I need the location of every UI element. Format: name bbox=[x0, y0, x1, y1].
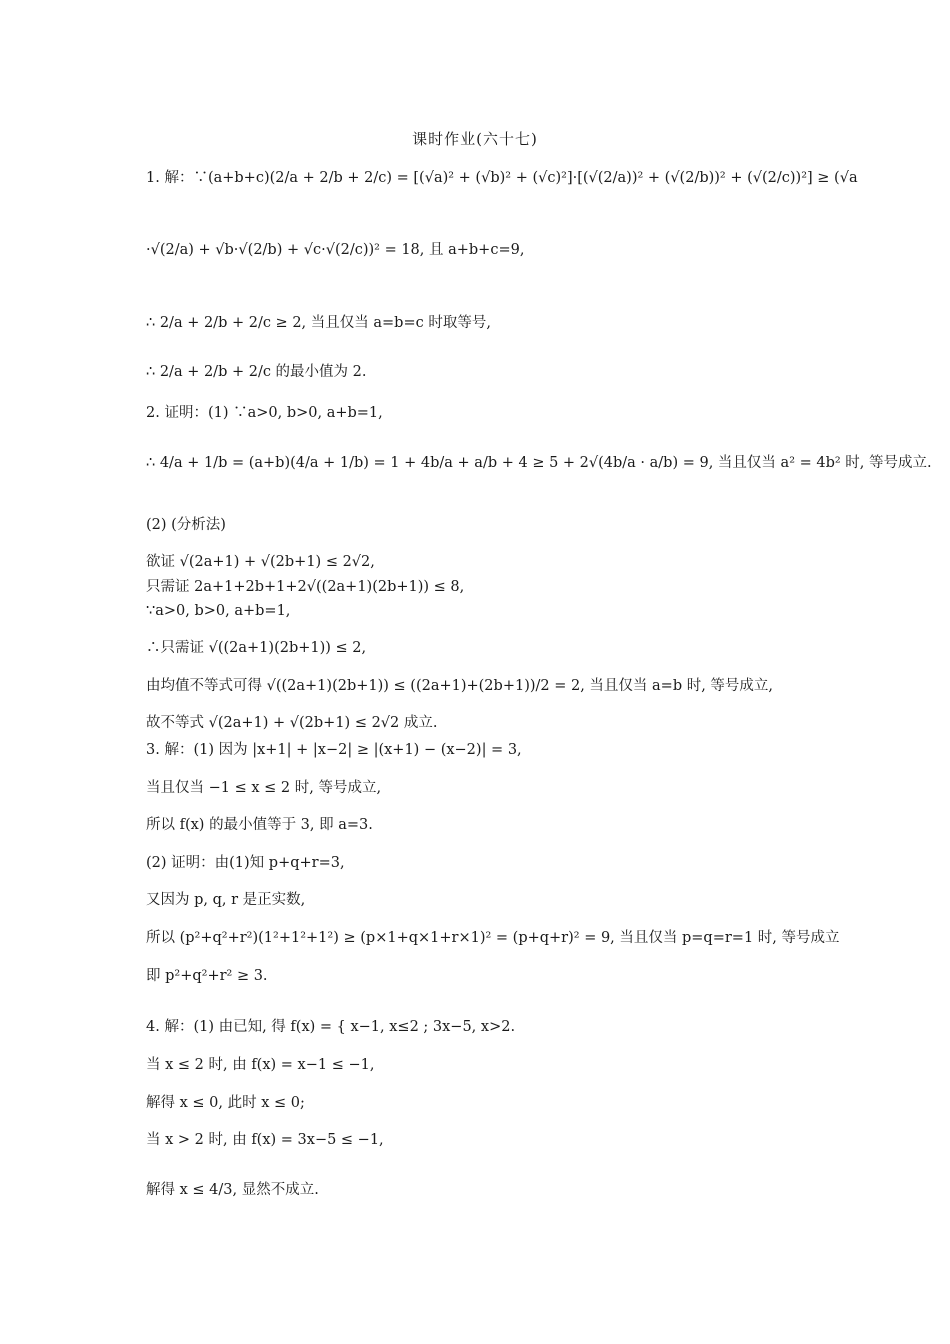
solution-2-line-9: 故不等式 √(2a+1) + √(2b+1) ≤ 2√2 成立. bbox=[146, 715, 438, 731]
solution-3-line-1: 3. 解：(1) 因为 |x+1| + |x−2| ≥ |(x+1) − (x−2)| = 3, bbox=[146, 742, 522, 758]
solution-2-line-6: ∵a>0, b>0, a+b=1, bbox=[146, 603, 291, 619]
solution-2-line-8: 由均值不等式可得 √((2a+1)(2b+1)) ≤ ((2a+1)+(2b+1))/2 = 2, 当且仅当 a=b 时, 等号成立, bbox=[146, 678, 774, 694]
solution-3-line-7: 即 p²+q²+r² ≥ 3. bbox=[146, 968, 268, 984]
solution-4-line-4: 当 x > 2 时, 由 f(x) = 3x−5 ≤ −1, bbox=[146, 1132, 384, 1148]
solution-4-line-3: 解得 x ≤ 0, 此时 x ≤ 0; bbox=[146, 1095, 305, 1111]
solution-2-line-5: 只需证 2a+1+2b+1+2√((2a+1)(2b+1)) ≤ 8, bbox=[146, 579, 465, 595]
solution-1-line-2: ·√(2/a) + √b·√(2/b) + √c·√(2/c))² = 18, 且 a+b+c=9, bbox=[146, 242, 525, 258]
solution-4-line-1: 4. 解：(1) 由已知, 得 f(x) = { x−1, x≤2 ; 3x−5, x>2. bbox=[146, 1019, 516, 1035]
solution-3-line-5: 又因为 p, q, r 是正实数, bbox=[146, 892, 306, 908]
solution-2-line-2: ∴ 4/a + 1/b = (a+b)(4/a + 1/b) = 1 + 4b/a + a/b + 4 ≥ 5 + 2√(4b/a · a/b) = 9, 当且仅当 a² = 4b² 时, 等号成立. bbox=[146, 455, 932, 471]
solution-2-line-7: ∴只需证 √((2a+1)(2b+1)) ≤ 2, bbox=[146, 640, 367, 656]
solution-1-line-1: 1. 解：∵(a+b+c)(2/a + 2/b + 2/c) = [(√a)² + (√b)² + (√c)²]·[(√(2/a))² + (√(2/b))² + (√(2/c))²] ≥ (√a bbox=[146, 170, 858, 186]
solution-4-line-5: 解得 x ≤ 4/3, 显然不成立. bbox=[146, 1182, 319, 1198]
solution-3-line-4: (2) 证明：由(1)知 p+q+r=3, bbox=[146, 855, 345, 871]
solution-4-line-2: 当 x ≤ 2 时, 由 f(x) = x−1 ≤ −1, bbox=[146, 1057, 375, 1073]
solution-2-line-4: 欲证 √(2a+1) + √(2b+1) ≤ 2√2, bbox=[146, 554, 375, 570]
page-title: 课时作业(六十七) bbox=[412, 130, 538, 148]
solution-1-line-4: ∴ 2/a + 2/b + 2/c 的最小值为 2. bbox=[146, 364, 367, 380]
solution-1-line-3: ∴ 2/a + 2/b + 2/c ≥ 2, 当且仅当 a=b=c 时取等号, bbox=[146, 315, 491, 331]
solution-3-line-6: 所以 (p²+q²+r²)(1²+1²+1²) ≥ (p×1+q×1+r×1)² = (p+q+r)² = 9, 当且仅当 p=q=r=1 时, 等号成立 bbox=[146, 930, 840, 946]
solution-3-line-2: 当且仅当 −1 ≤ x ≤ 2 时, 等号成立, bbox=[146, 780, 382, 796]
solution-2-line-1: 2. 证明：(1) ∵a>0, b>0, a+b=1, bbox=[146, 405, 383, 421]
solution-2-line-3: (2) (分析法) bbox=[146, 517, 226, 533]
solution-3-line-3: 所以 f(x) 的最小值等于 3, 即 a=3. bbox=[146, 817, 373, 833]
